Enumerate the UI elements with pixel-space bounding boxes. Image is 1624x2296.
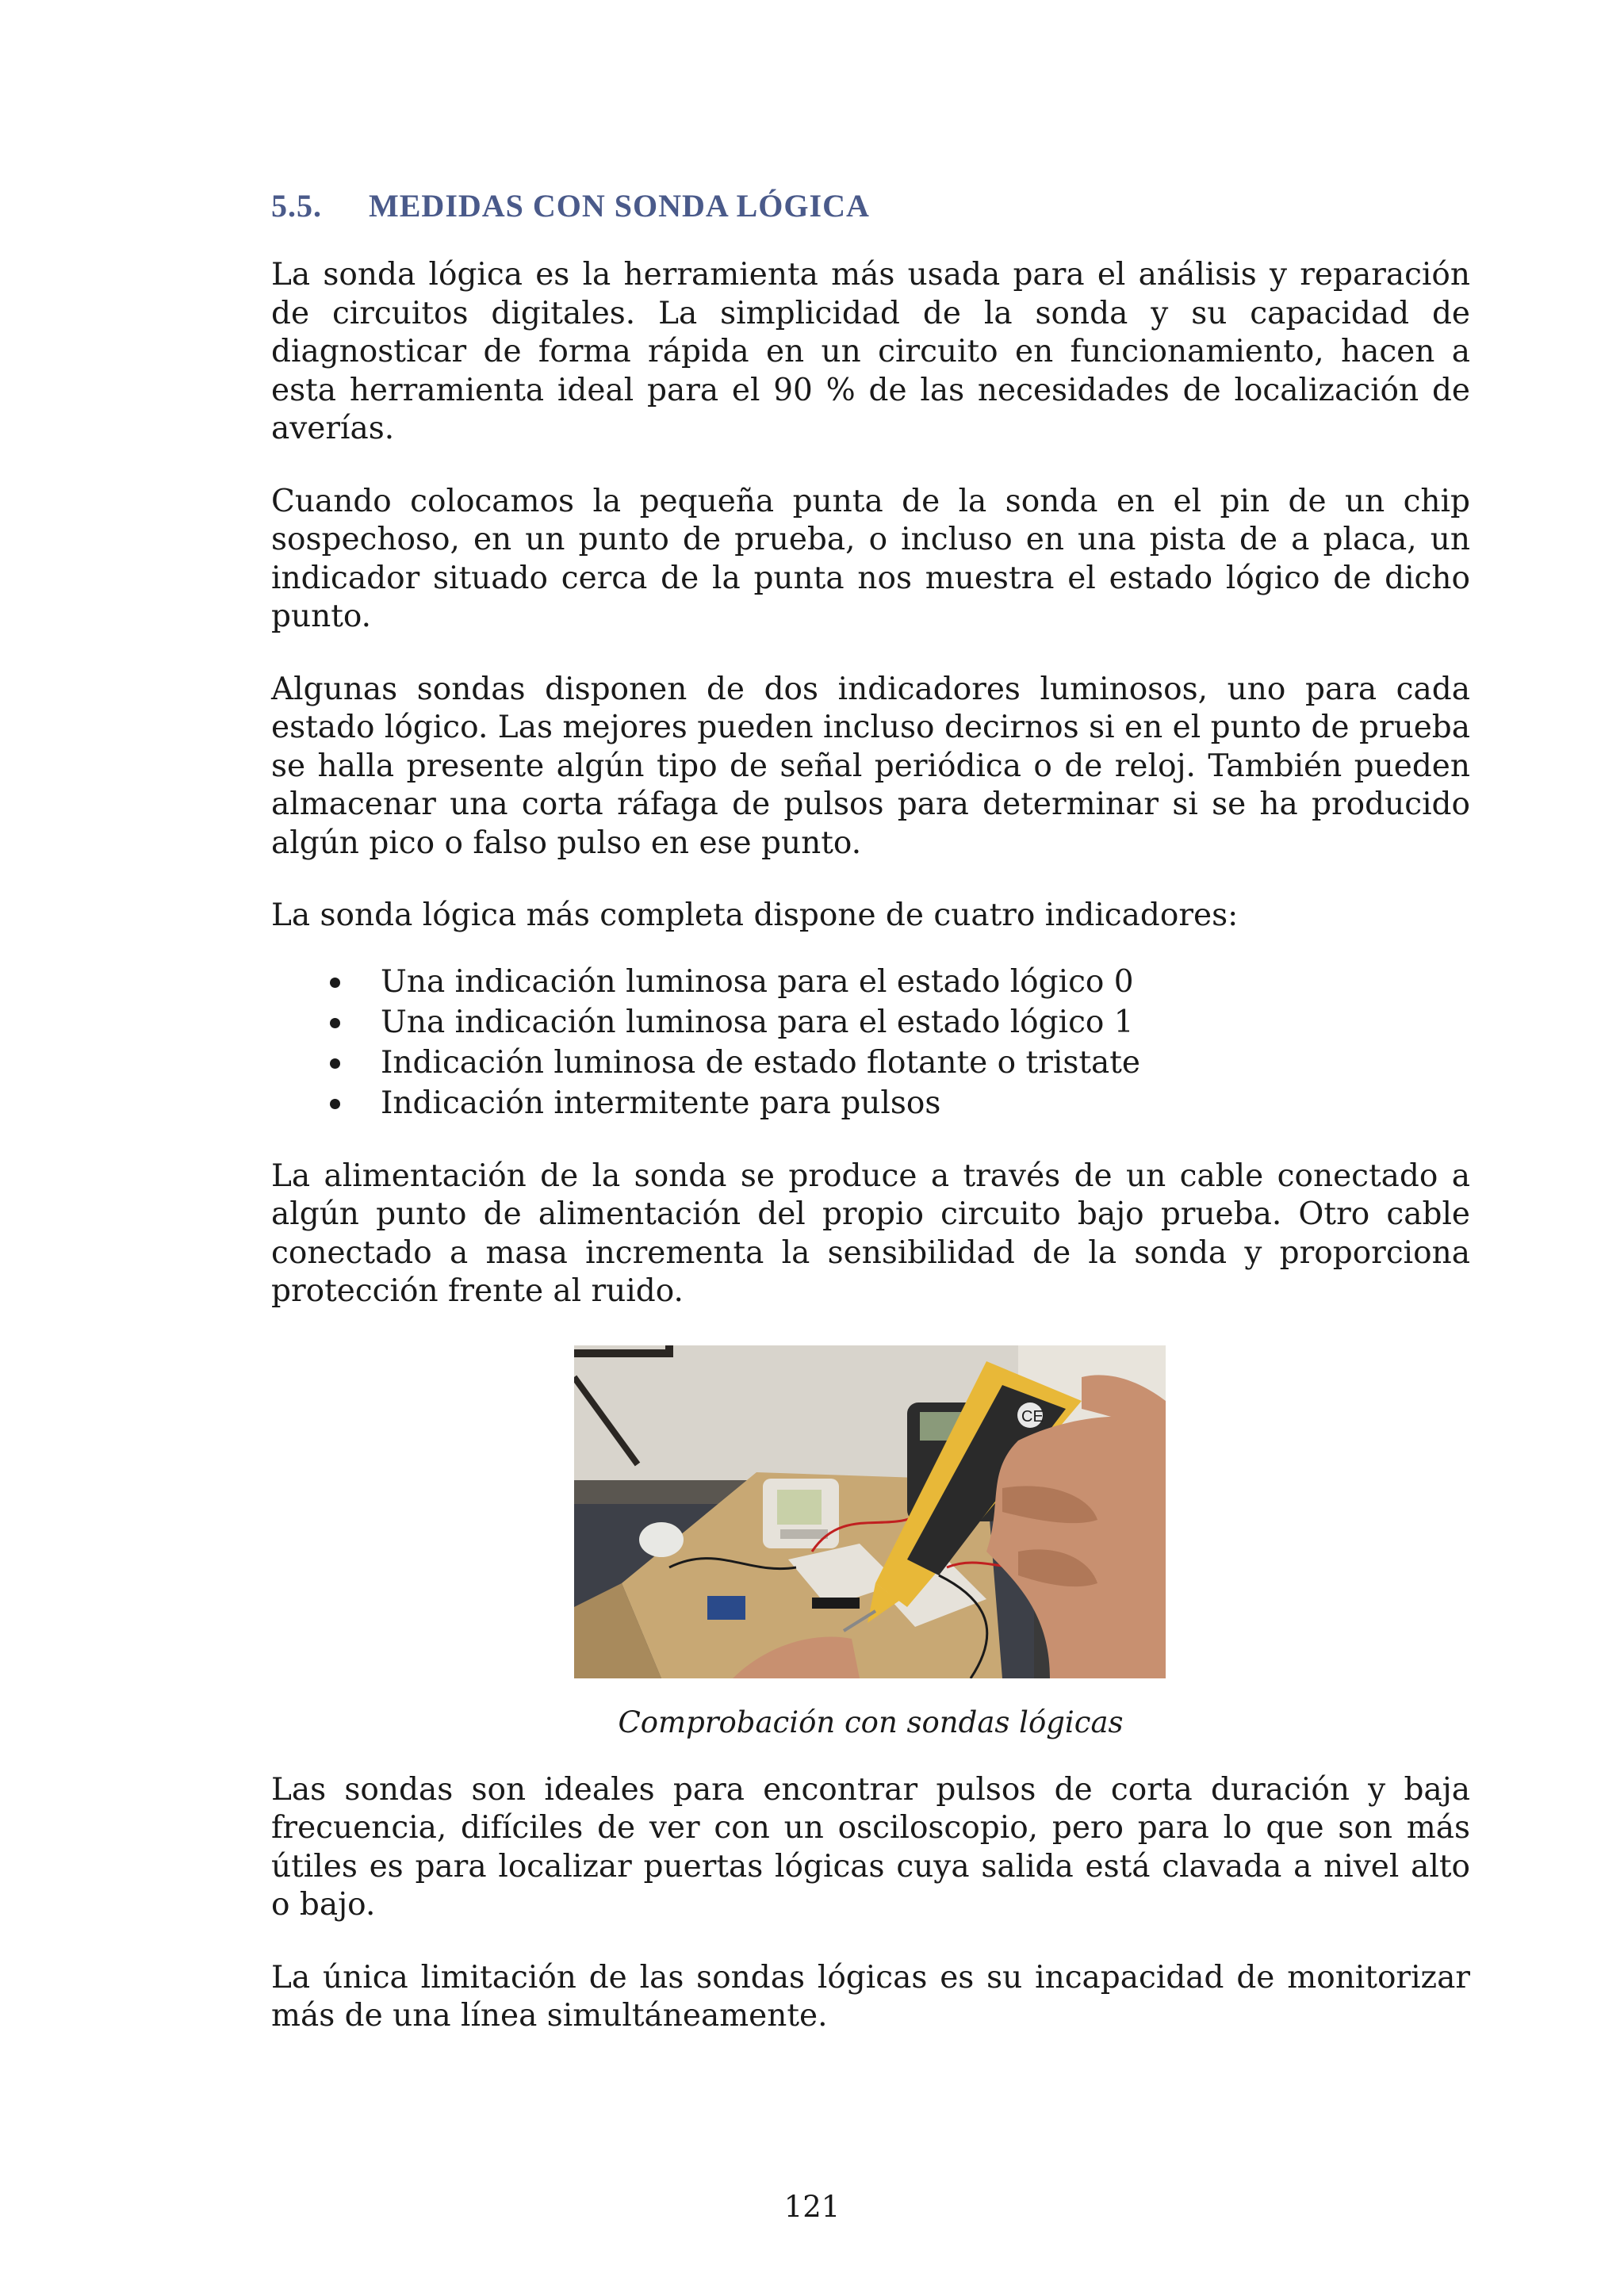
section-number: 5.5. — [271, 188, 322, 224]
indicator-list — [271, 962, 1470, 1123]
paragraph-ideal-uses: Las sondas son ideales para encontrar pulsos de corta duración y baja frecuencia, difíciles de ver con un osciloscopio, pero para lo que son más útiles es para localizar puertas lógicas cuya salida está clavada a nivel alto o bajo. — [271, 1771, 1470, 1923]
section-heading — [271, 187, 1470, 224]
bullet-icon — [330, 1099, 340, 1109]
paragraph-power-supply: La alimentación de la sonda se produce a través de un cable conectado a algún punto de alimentación del propio circuito bajo prueba. Otro cable conectado a masa incrementa la sensibilidad de la sonda y proporciona protección frente al ruido. — [271, 1158, 1470, 1309]
figure-caption: Comprobación con sondas lógicas — [618, 1705, 1124, 1739]
page-content — [271, 187, 1470, 2070]
section-title: MEDIDAS CON SONDA LÓGICA — [369, 188, 870, 224]
page-number: 121 — [783, 2190, 841, 2224]
paragraph-probe-tip: Cuando colocamos la pequeña punta de la sonda en el pin de un chip sospechoso, en un punto de prueba, o incluso en una pista de a placa, un indicador situado cerca de la punta nos muestra el estado lógico de dicho punto. — [271, 483, 1470, 634]
paragraph-limitation: La única limitación de las sondas lógicas es su incapacidad de monitorizar más de una línea simultáneamente. — [271, 1959, 1470, 2034]
logic-probe-photo — [574, 1345, 1166, 1678]
bullet-icon — [330, 1018, 340, 1028]
paragraph-list-intro: La sonda lógica más completa dispone de cuatro indicadores: — [271, 897, 1239, 933]
bullet-icon — [330, 1058, 340, 1069]
bullet-icon — [330, 978, 340, 988]
photo-illustration — [574, 1345, 1166, 1678]
list-item: Una indicación luminosa para el estado lógico 0 — [271, 962, 1470, 1002]
paragraph-intro: La sonda lógica es la herramienta más usada para el análisis y reparación de circuitos digitales. La simplicidad de la sonda y su capacidad de diagnosticar de forma rápida en un circuito en funcionamiento, hacen a esta herramienta ideal para el 90 % de las necesidades de localización de averías. — [271, 257, 1470, 446]
list-item: Una indicación luminosa para el estado lógico 1 — [271, 1002, 1470, 1043]
probe-ce-mark: CE — [1021, 1407, 1044, 1425]
paragraph-indicators: Algunas sondas disponen de dos indicadores luminosos, uno para cada estado lógico. Las mejores pueden incluso decirnos si en el punto de prueba se halla presente algún tipo de señal periódica o de reloj. También pueden almacenar una corta ráfaga de pulsos para determinar si se ha producido algún pico o falso pulso en ese punto. — [271, 671, 1470, 861]
list-item: Indicación intermitente para pulsos — [271, 1083, 1470, 1123]
list-item: Indicación luminosa de estado flotante o tristate — [271, 1043, 1470, 1083]
